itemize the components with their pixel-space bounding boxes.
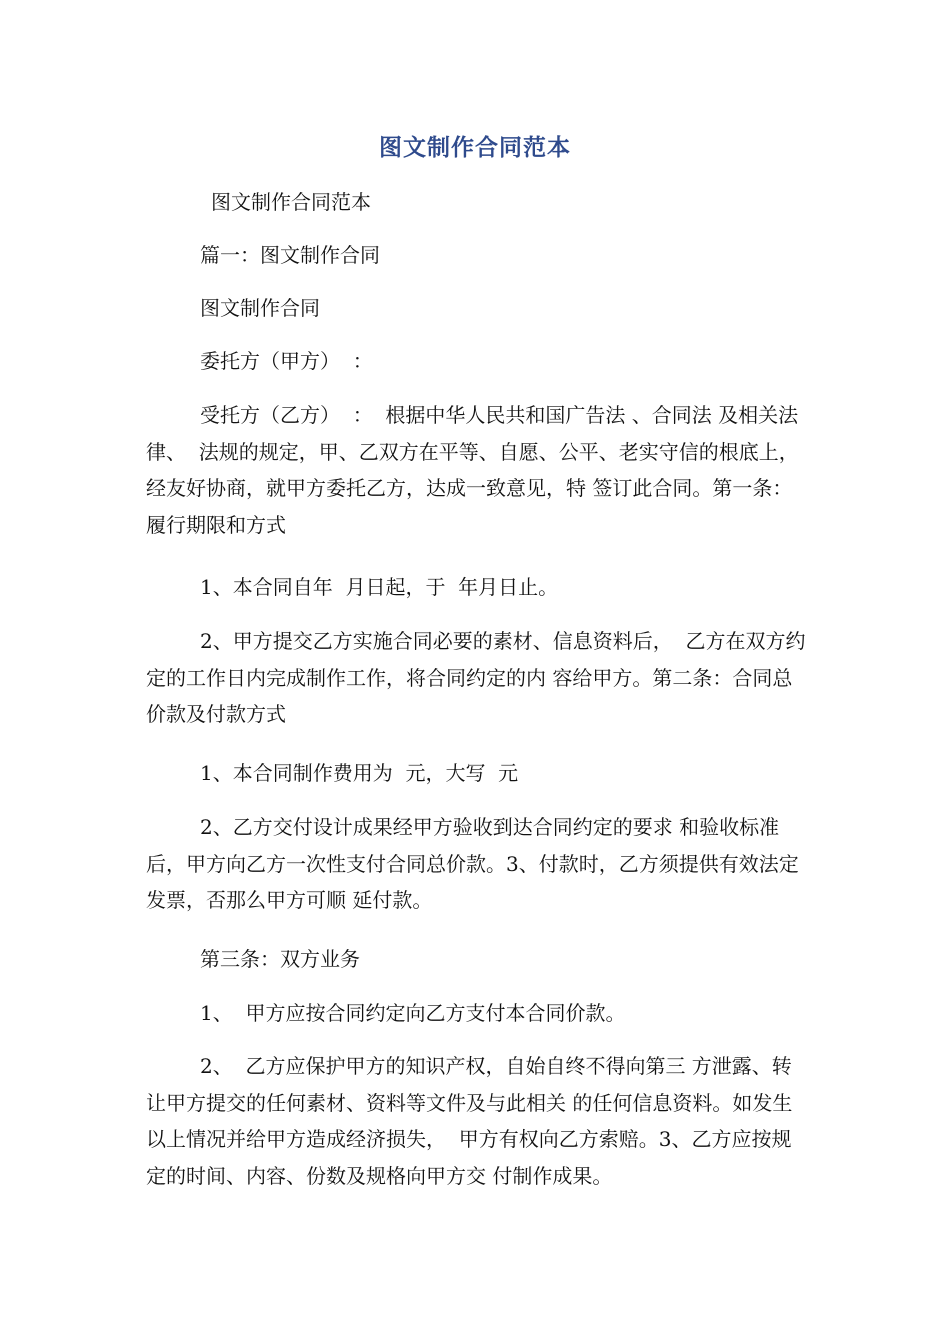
contract-heading: 图文制作合同 [200,296,320,320]
subtitle-paragraph: 图文制作合同范本 [211,190,371,214]
term-clause-1: 1、本合同自年 月日起，于 年月日止。 [200,575,559,599]
party-a-line: 委托方（甲方） ： [200,349,373,373]
price-clause-2: 2、乙方交付设计成果经甲方验收到达合同约定的要求 和验收标准后，甲方向乙方一次性支付合同总价款。3、付款时，乙方须提供有效法定发票，否那么甲方可顺 延付款。 [146,815,799,912]
section-heading-3: 第三条：双方业务 [200,947,360,971]
term-clause-2: 2、甲方提交乙方实施合同必要的素材、信息资料后， 乙方在双方约定的工作日内完成制作工作，将合同约定的内 容给甲方。第二条：合同总价款及付款方式 [146,629,806,726]
price-clause-1: 1、本合同制作费用为 元，大写 元 [200,761,519,785]
duty-clause-1: 1、 甲方应按合同约定向乙方支付本合同价款。 [200,1001,626,1025]
party-b-paragraph: 受托方（乙方） ： 根据中华人民共和国广告法 、合同法 及相关法律、 法规的规定，甲、乙双方在平等、自愿、公平、老实守信的根底上，经友好协商，就甲方委托乙方，达成一致意见，特 签订此合同。第一条：履行期限和方式 [146,403,799,537]
document-title: 图文制作合同范本 [379,135,571,161]
duty-clause-2: 2、 乙方应保护甲方的知识产权，自始自终不得向第三 方泄露、转让甲方提交的任何素材、资料等文件及与此相关 的任何信息资料。如发生以上情况并给甲方造成经济损失， 甲方有权向乙方索赔。3、乙方应按规定的时间、内容、份数及规格向甲方交 付制作成果。 [146,1054,793,1188]
section-heading-1: 篇一：图文制作合同 [200,243,380,267]
